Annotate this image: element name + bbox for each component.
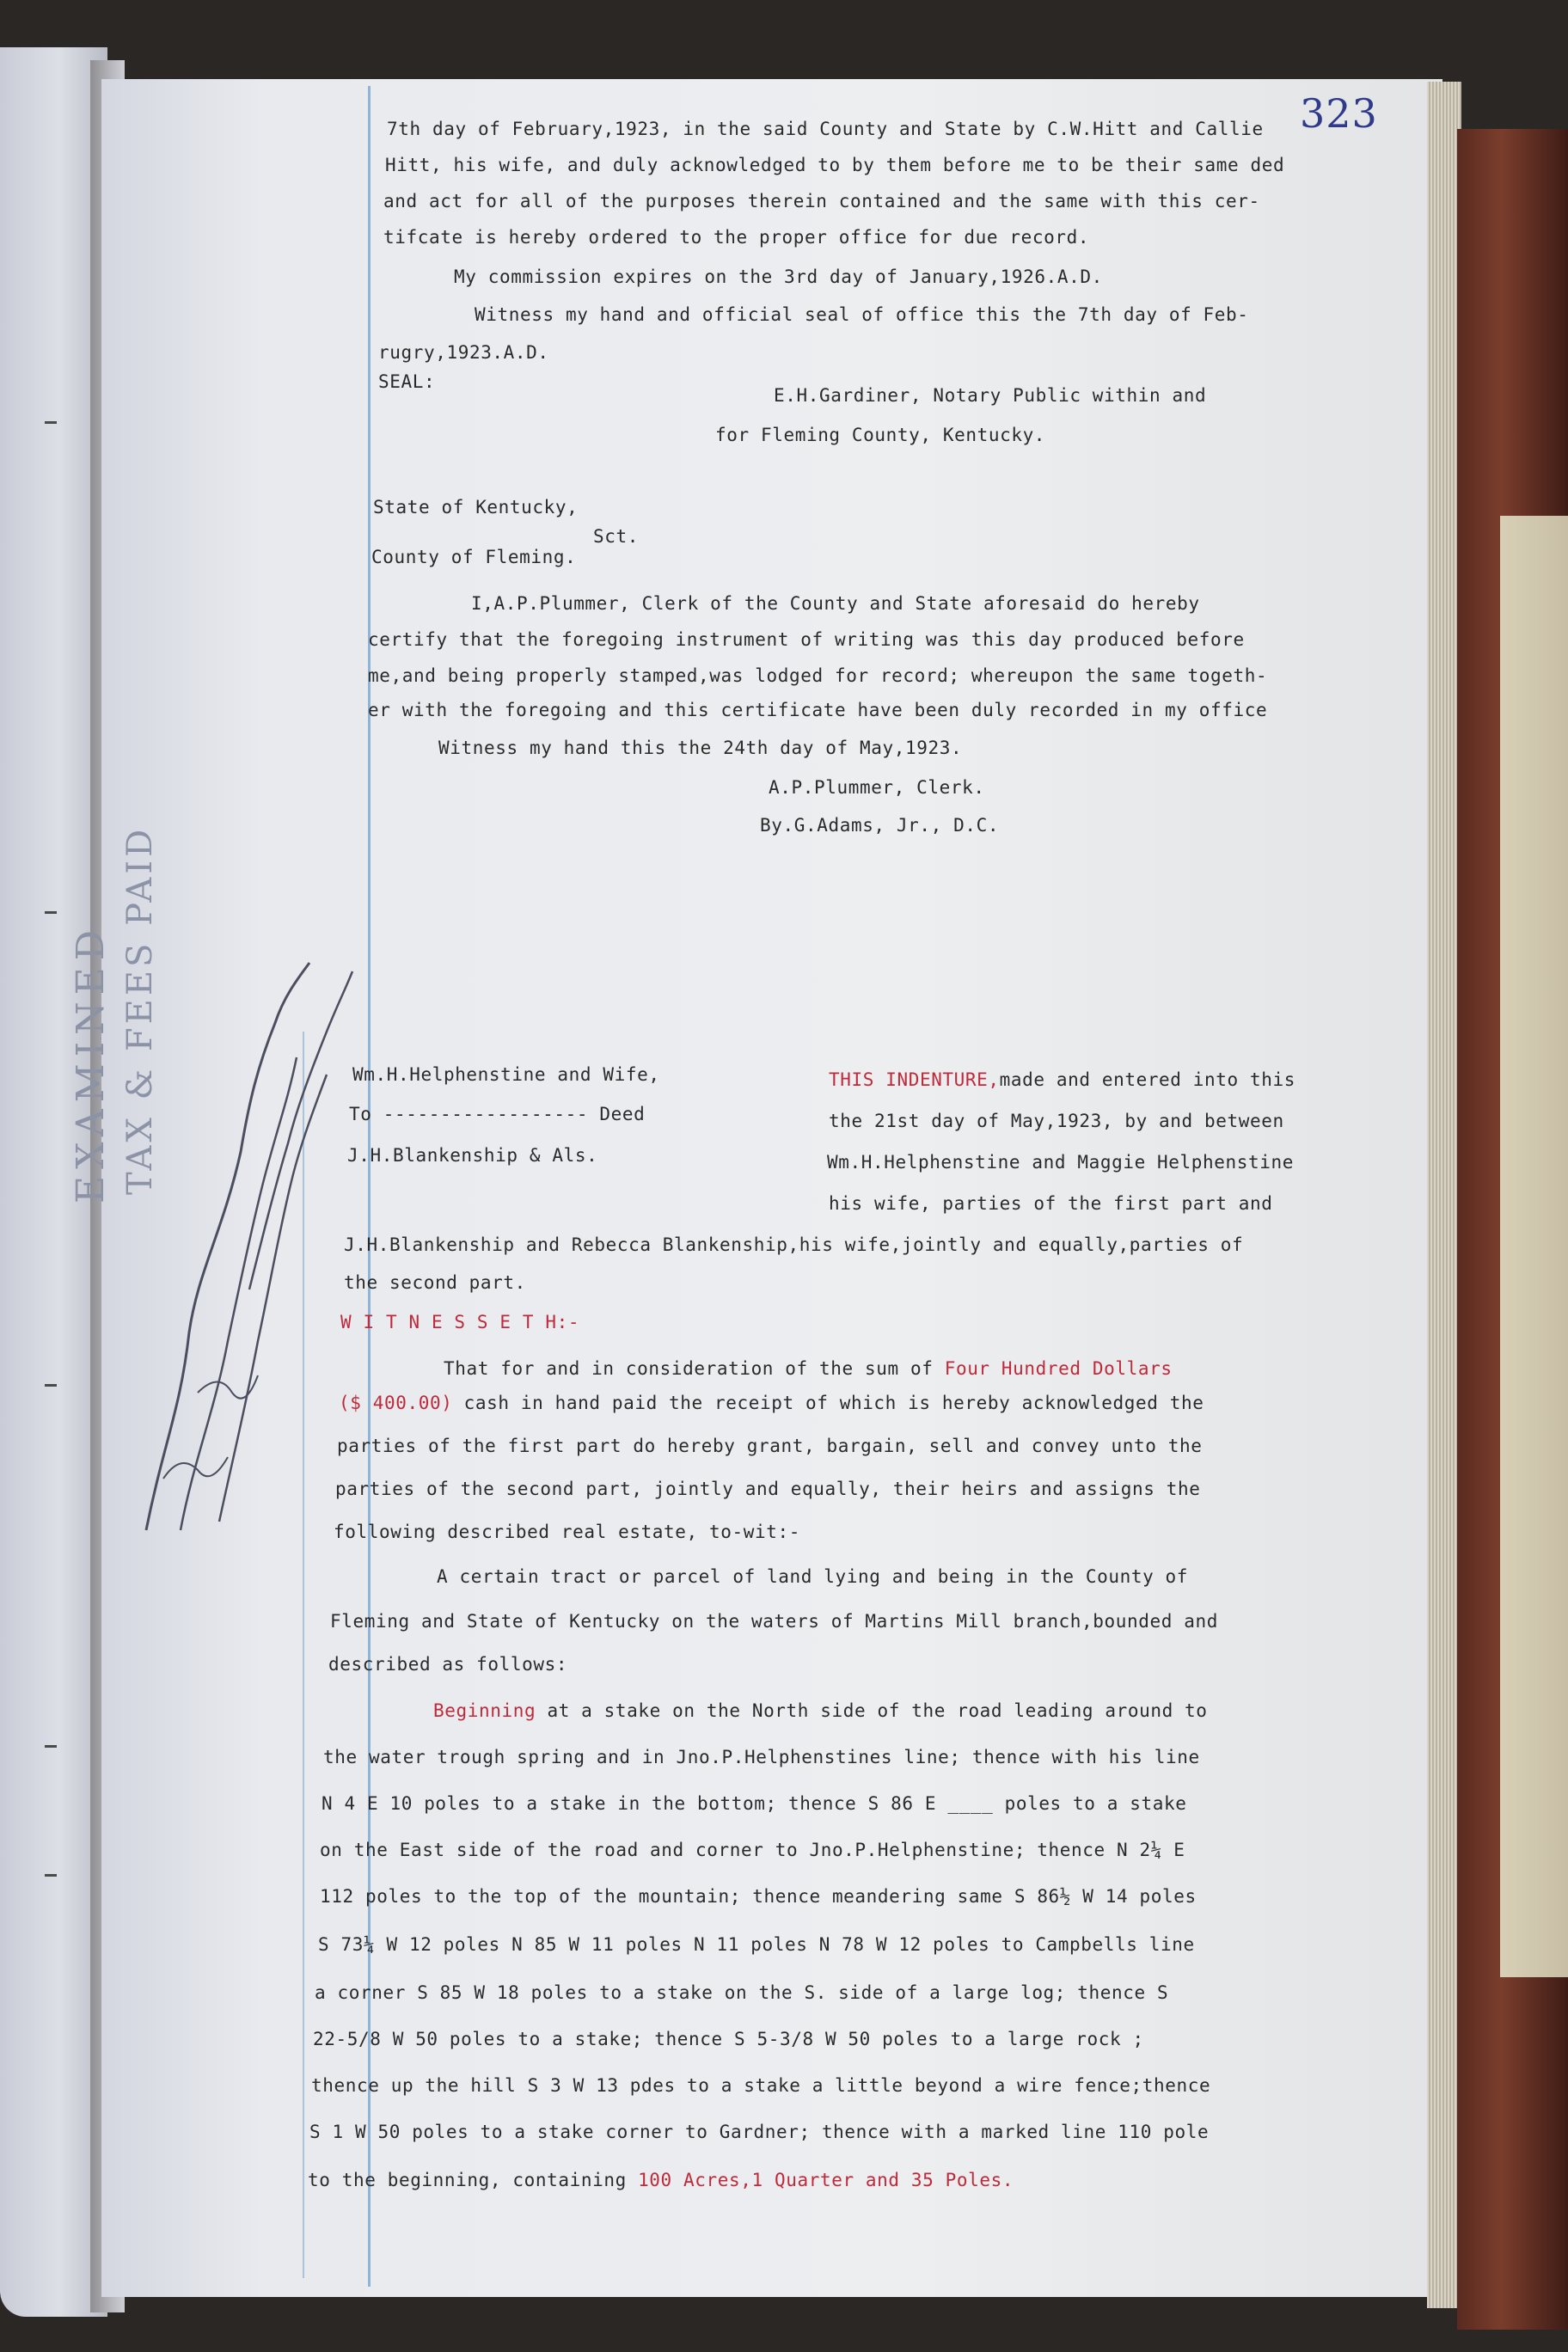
consideration-line: following described real estate, to-wit:- bbox=[334, 1522, 800, 1542]
description-line: N 4 E 10 poles to a stake in the bottom; thence S 86 E ____ poles to a stake bbox=[322, 1793, 1187, 1814]
description-text: to the beginning, containing bbox=[308, 2170, 639, 2190]
binding-mark bbox=[45, 1384, 57, 1387]
acreage: 100 Acres,1 Quarter and 35 Poles. bbox=[638, 2170, 1014, 2190]
description-line bbox=[433, 1700, 1208, 1721]
clerk-line: certify that the foregoing instrument of writing was this day produced before bbox=[368, 629, 1245, 650]
binding-mark bbox=[45, 1745, 57, 1748]
deed-intro-line bbox=[829, 1069, 1295, 1090]
seal-label: SEAL: bbox=[378, 371, 436, 392]
deputy-signature: By.G.Adams, Jr., D.C. bbox=[760, 815, 1000, 836]
consideration-text: That for and in consideration of the sum of bbox=[444, 1358, 945, 1379]
deed-intro-line: the second part. bbox=[344, 1272, 526, 1293]
clerk-signature: A.P.Plummer, Clerk. bbox=[769, 777, 985, 798]
deed-caption-grantor: Wm.H.Helphenstine and Wife, bbox=[352, 1064, 660, 1085]
tax-paid-stamp: TAX & FEES PAID bbox=[120, 825, 160, 1195]
certificate-line: rugry,1923.A.D. bbox=[378, 342, 549, 363]
description-text: at a stake on the North side of the road leading around to bbox=[536, 1700, 1208, 1721]
consideration-line bbox=[444, 1358, 1173, 1379]
page-number: 323 bbox=[1300, 90, 1378, 137]
certificate-line: 7th day of February,1923, in the said County and State by C.W.Hitt and Callie bbox=[387, 119, 1264, 139]
notary-county: for Fleming County, Kentucky. bbox=[715, 425, 1046, 445]
clerk-line: Witness my hand this the 24th day of May,1923. bbox=[438, 738, 963, 758]
clerk-line: State of Kentucky, bbox=[373, 497, 579, 518]
deed-caption-grantee: J.H.Blankenship & Als. bbox=[347, 1145, 598, 1166]
notary-signature: E.H.Gardiner, Notary Public within and bbox=[774, 385, 1207, 406]
description-line: 112 poles to the top of the mountain; thence meandering same S 86½ W 14 poles bbox=[320, 1886, 1197, 1907]
deed-intro-line: the 21st day of May,1923, by and between bbox=[829, 1111, 1284, 1131]
tract-line: Fleming and State of Kentucky on the waters of Martins Mill branch,bounded and bbox=[330, 1611, 1218, 1632]
description-line: 22-5/8 W 50 poles to a stake; thence S 5-3/8 W 50 poles to a large rock ; bbox=[313, 2029, 1144, 2049]
certificate-line: and act for all of the purposes therein contained and the same with this cer- bbox=[383, 191, 1260, 211]
deed-intro-line: J.H.Blankenship and Rebecca Blankenship,his wife,jointly and equally,parties of bbox=[344, 1234, 1244, 1255]
clerk-line: County of Fleming. bbox=[371, 547, 577, 567]
page-edges bbox=[1427, 82, 1461, 2308]
certificate-line: Hitt, his wife, and duly acknowledged to by them before me to be their same ded bbox=[385, 155, 1285, 175]
indenture-rest: made and entered into this bbox=[999, 1069, 1295, 1090]
certificate-line: Witness my hand and official seal of office this the 7th day of Feb- bbox=[475, 304, 1249, 325]
clerk-line: me,and being properly stamped,was lodged for record; whereupon the same togeth- bbox=[368, 665, 1268, 686]
deed-intro-line: Wm.H.Helphenstine and Maggie Helphenstine bbox=[827, 1152, 1294, 1173]
certificate-line: tifcate is hereby ordered to the proper office for due record. bbox=[383, 227, 1090, 248]
witnesseth-heading: W I T N E S S E T H:- bbox=[340, 1312, 580, 1332]
description-line bbox=[308, 2170, 1014, 2190]
binding-mark bbox=[45, 911, 57, 914]
deed-caption-type: To ------------------ Deed bbox=[349, 1104, 646, 1124]
amount-words: Four Hundred Dollars bbox=[944, 1358, 1173, 1379]
margin-rule bbox=[368, 86, 371, 2287]
binding-mark bbox=[45, 1874, 57, 1877]
description-line: S 73¼ W 12 poles N 85 W 11 poles N 11 poles N 78 W 12 poles to Campbells line bbox=[318, 1934, 1195, 1955]
clerk-line: I,A.P.Plummer, Clerk of the County and State aforesaid do hereby bbox=[471, 593, 1200, 614]
description-line: on the East side of the road and corner to Jno.P.Helphenstine; thence N 2¼ E bbox=[320, 1840, 1185, 1860]
cover-strip bbox=[1500, 516, 1568, 1977]
certificate-line: My commission expires on the 3rd day of January,1926.A.D. bbox=[454, 266, 1103, 287]
examined-stamp: EXAMINED bbox=[69, 923, 113, 1204]
clerk-line: er with the foregoing and this certificate have been duly recorded in my office bbox=[368, 700, 1268, 720]
tract-line: described as follows: bbox=[328, 1654, 568, 1675]
clerk-line: Sct. bbox=[593, 526, 639, 547]
description-line: thence up the hill S 3 W 13 pdes to a stake a little beyond a wire fence;thence bbox=[311, 2075, 1211, 2096]
binding-mark bbox=[45, 421, 57, 424]
tract-line: A certain tract or parcel of land lying and being in the County of bbox=[437, 1566, 1189, 1587]
consideration-text: cash in hand paid the receipt of which is hereby acknowledged the bbox=[452, 1393, 1204, 1413]
description-line: S 1 W 50 poles to a stake corner to Gardner; thence with a marked line 110 pole bbox=[309, 2122, 1210, 2142]
consideration-line bbox=[339, 1393, 1204, 1413]
description-line: a corner S 85 W 18 poles to a stake on the S. side of a large log; thence S bbox=[315, 1982, 1169, 2003]
beginning-heading: Beginning bbox=[433, 1700, 536, 1721]
amount-figure: ($ 400.00) bbox=[339, 1393, 453, 1413]
description-line: the water trough spring and in Jno.P.Helphenstines line; thence with his line bbox=[323, 1747, 1200, 1767]
indenture-heading: THIS INDENTURE, bbox=[829, 1069, 1000, 1090]
deed-intro-line: his wife, parties of the first part and bbox=[829, 1193, 1273, 1214]
consideration-line: parties of the first part do hereby grant, bargain, sell and convey unto the bbox=[337, 1436, 1203, 1456]
margin-signatures bbox=[112, 928, 361, 1547]
consideration-line: parties of the second part, jointly and equally, their heirs and assigns the bbox=[335, 1479, 1201, 1499]
